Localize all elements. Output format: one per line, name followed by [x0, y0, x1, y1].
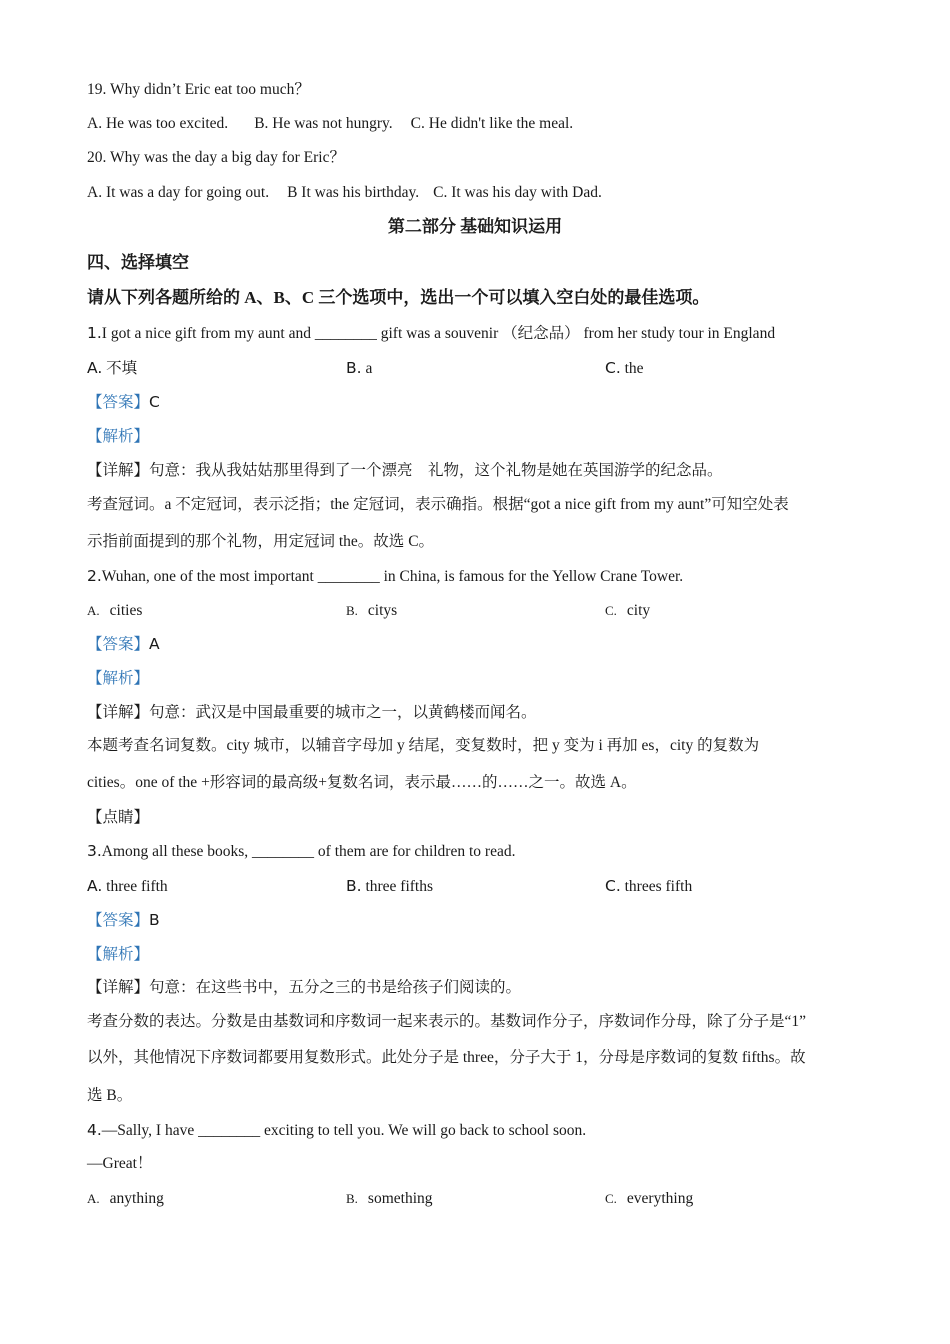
- option-a[interactable]: A. anything: [87, 1190, 164, 1207]
- question-19: 19. Why didn’t Eric eat too much？: [87, 81, 310, 98]
- question-number: 2.: [87, 567, 102, 585]
- option-b[interactable]: B. three fifths: [346, 877, 434, 895]
- section-heading: 四、选择填空: [87, 253, 189, 272]
- explanation-line: 以外，其他情况下序数词都要用复数形式。此处分子是 three，分子大于 1，分母是序数词的复数 fifths。故: [87, 1049, 806, 1066]
- question-number: 3.: [87, 842, 102, 860]
- option-b[interactable]: B. something: [346, 1190, 433, 1207]
- option-b[interactable]: B. citys: [346, 602, 398, 619]
- part-title: 第二部分 基础知识运用: [387, 217, 563, 236]
- explanation-line: cities。one of the +形容词的最高级+复数名词，表示最……的……之一。故选 A。: [87, 774, 637, 791]
- question-1: [87, 323, 775, 344]
- option-b: B. He was not hungry.: [254, 115, 393, 132]
- analysis-label: 【解析】: [87, 670, 150, 687]
- option-a[interactable]: A. cities: [87, 602, 143, 619]
- answer-line: 【答案】A: [87, 635, 160, 653]
- option-a: A. It was a day for going out.: [87, 184, 270, 201]
- option-c: C. It was his day with Dad.: [433, 184, 602, 201]
- answer-value: B: [149, 911, 160, 929]
- question-text: I got a nice gift from my aunt and ________ gift was a souvenir （纪念品） from her study tour in England: [101, 325, 776, 342]
- explanation-line: 示指前面提到的那个礼物，用定冠词 the。故选 C。: [87, 533, 435, 550]
- explanation-line: 本题考查名词复数。city 城市，以辅音字母加 y 结尾，变复数时，把 y 变为 i 再加 es，city 的复数为: [87, 737, 760, 754]
- option-b: B It was his birthday.: [287, 184, 420, 201]
- question-number: 1.: [87, 324, 102, 342]
- option-c: C. He didn't like the meal.: [410, 115, 574, 132]
- option-b[interactable]: B. a: [346, 359, 373, 377]
- question-number: 4.: [87, 1121, 102, 1139]
- option-a: A. He was too excited.: [87, 115, 229, 132]
- question-3: [87, 841, 515, 862]
- detail-line: 【详解】句意：武汉是中国最重要的城市之一，以黄鹤楼而闻名。: [87, 704, 537, 721]
- answer-value: C: [149, 393, 160, 411]
- option-a[interactable]: A. three fifth: [87, 877, 168, 895]
- question-reply: —Great！: [87, 1155, 153, 1172]
- option-c[interactable]: C. everything: [605, 1190, 694, 1207]
- question-text: Wuhan, one of the most important ________ in China, is famous for the Yellow Crane Tower.: [101, 568, 684, 585]
- analysis-label: 【解析】: [87, 946, 150, 963]
- explanation-line: 考查冠词。a 不定冠词，表示泛指；the 定冠词，表示确指。根据“got a nice gift from my aunt”可知空处表: [87, 496, 789, 513]
- detail-line: 【详解】句意：在这些书中，五分之三的书是给孩子们阅读的。: [87, 979, 522, 996]
- question-text: Among all these books, ________ of them are for children to read.: [101, 843, 516, 860]
- explanation-line: 考查分数的表达。分数是由基数词和序数词一起来表示的。基数词作分子，序数词作分母，除了分子是“1”: [87, 1013, 807, 1030]
- pointer-label: 【点睛】: [87, 809, 150, 826]
- explanation-line: 选 B。: [87, 1087, 133, 1104]
- answer-line: 【答案】C: [87, 393, 160, 411]
- option-c[interactable]: C. city: [605, 602, 651, 619]
- question-20-options: [87, 183, 602, 203]
- option-a[interactable]: A. 不填: [87, 359, 138, 377]
- option-c[interactable]: C. threes fifth: [605, 877, 693, 895]
- section-instruction: 请从下列各题所给的 A、B、C 三个选项中，选出一个可以填入空白处的最佳选项。: [87, 288, 710, 307]
- question-20: 20. Why was the day a big day for Eric？: [87, 149, 345, 166]
- answer-value: A: [149, 635, 160, 653]
- answer-line: 【答案】B: [87, 911, 160, 929]
- option-c[interactable]: C. the: [605, 359, 644, 377]
- analysis-label: 【解析】: [87, 428, 150, 445]
- question-19-options: [87, 114, 573, 134]
- question-text: —Sally, I have ________ exciting to tell you. We will go back to school soon.: [101, 1122, 587, 1139]
- detail-line: 【详解】句意：我从我姑姑那里得到了一个漂亮 礼物，这个礼物是她在英国游学的纪念品。: [87, 462, 723, 479]
- question-2: [87, 566, 683, 587]
- question-4: [87, 1120, 586, 1141]
